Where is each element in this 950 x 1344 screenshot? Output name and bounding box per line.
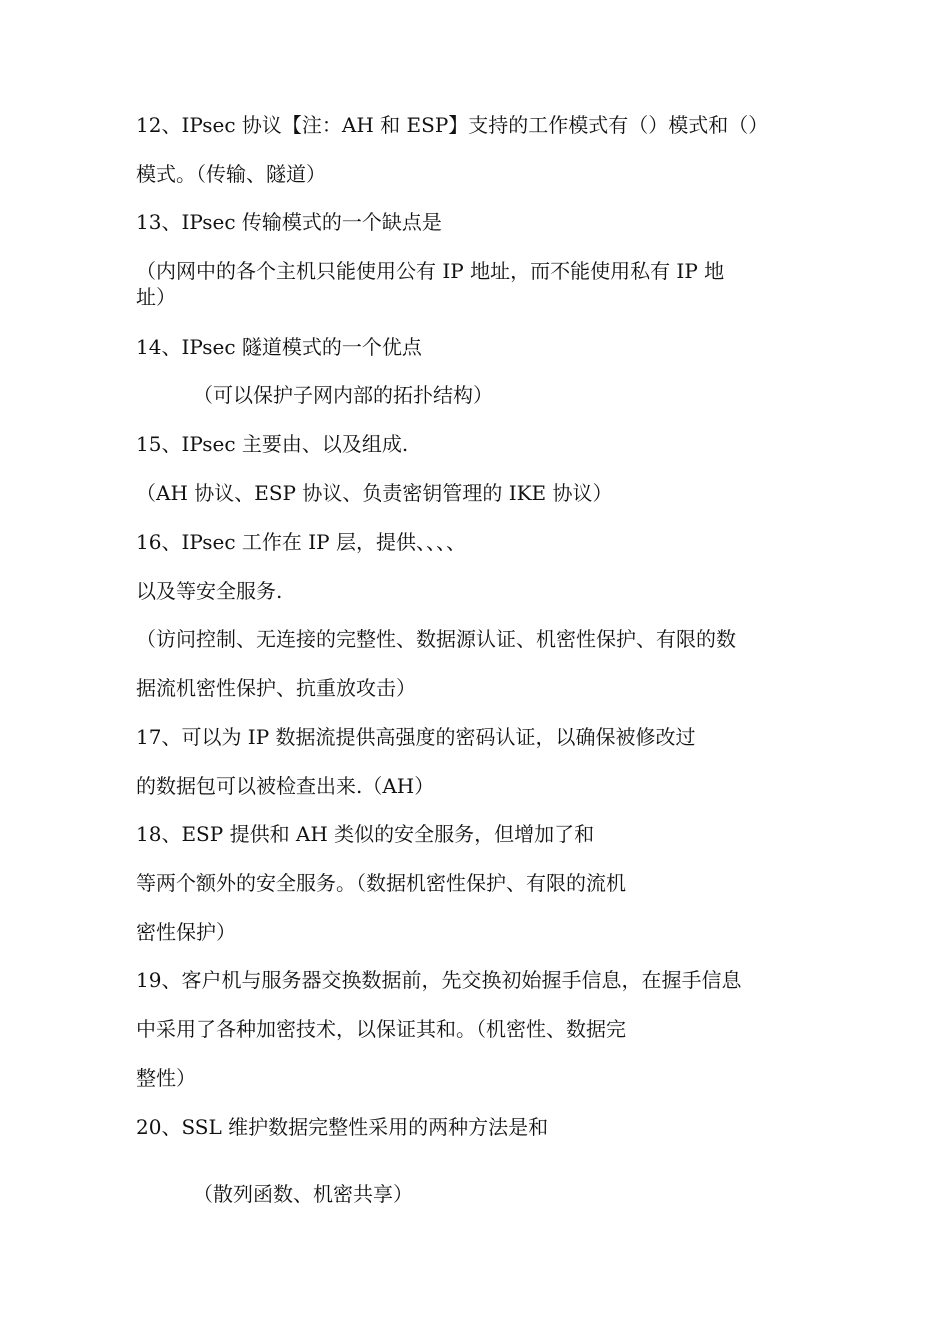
text-line: 16、IPsec 工作在 IP 层，提供、、、、: [136, 530, 466, 554]
text-line: 中采用了各种加密技术，以保证其和。（机密性、数据完: [136, 1017, 626, 1041]
text-line: 整性）: [136, 1066, 196, 1090]
text-line: （访问控制、无连接的完整性、数据源认证、机密性保护、有限的数: [136, 627, 736, 651]
text-line: （可以保护子网内部的拓扑结构）: [193, 383, 493, 407]
text-line: 的数据包可以被检查出来.（AH）: [136, 774, 435, 798]
text-line: （AH 协议、ESP 协议、负责密钥管理的 IKE 协议）: [136, 481, 613, 505]
text-line: 以及等安全服务.: [136, 579, 283, 603]
text-line: 据流机密性保护、抗重放攻击）: [136, 676, 416, 700]
text-line: 20、SSL 维护数据完整性采用的两种方法是和: [136, 1115, 549, 1139]
text-line: （内网中的各个主机只能使用公有 IP 地址，而不能使用私有 IP 地: [136, 259, 725, 283]
text-line: 19、客户机与服务器交换数据前，先交换初始握手信息，在握手信息: [136, 968, 742, 992]
text-line: 15、IPsec 主要由、以及组成.: [136, 432, 409, 456]
text-line: （散列函数、机密共享）: [193, 1182, 413, 1206]
text-line: 密性保护）: [136, 920, 236, 944]
text-line: 13、IPsec 传输模式的一个缺点是: [136, 210, 442, 234]
text-line: 12、IPsec 协议【注：AH 和 ESP】支持的工作模式有（）模式和（）: [136, 113, 769, 137]
text-line: 址）: [136, 285, 176, 309]
text-line: 14、IPsec 隧道模式的一个优点: [136, 335, 422, 359]
text-line: 18、ESP 提供和 AH 类似的安全服务，但增加了和: [136, 822, 595, 846]
text-line: 17、可以为 IP 数据流提供高强度的密码认证，以确保被修改过: [136, 725, 696, 749]
text-line: 等两个额外的安全服务。（数据机密性保护、有限的流机: [136, 871, 626, 895]
text-line: 模式。（传输、隧道）: [136, 162, 326, 186]
